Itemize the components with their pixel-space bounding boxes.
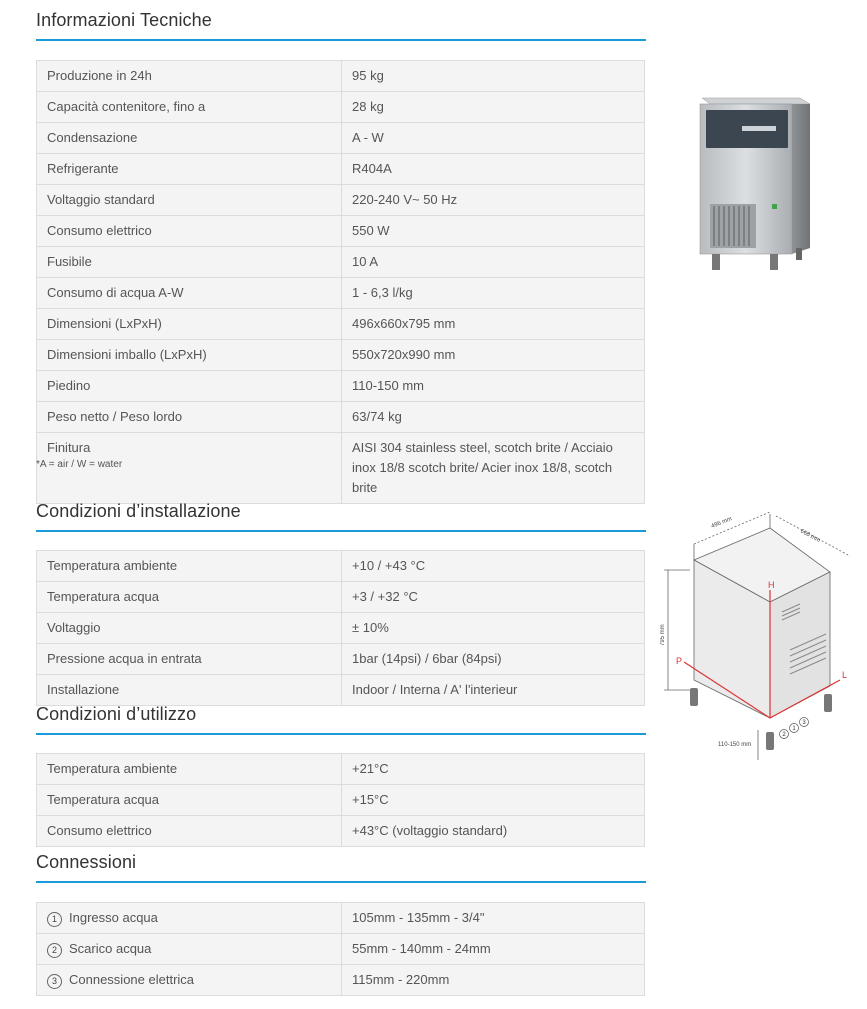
row-label-text: Temperatura acqua (47, 589, 160, 604)
row-label-text: Dimensioni imballo (LxPxH) (47, 347, 207, 362)
row-value: 55mm - 140mm - 24mm (342, 934, 645, 965)
row-value: AISI 304 stainless steel, scotch brite / Acciaio inox 18/8 scotch brite/ Acier inox 18/8, scotch brite (342, 433, 645, 504)
row-value: R404A (342, 154, 645, 185)
row-value: 10 A (342, 247, 645, 278)
row-label (37, 247, 342, 278)
row-label-text: Consumo elettrico (47, 223, 152, 238)
row-label (37, 61, 342, 92)
table-row (37, 965, 645, 996)
table-row (37, 92, 645, 123)
row-value: A - W (342, 123, 645, 154)
connections-table-body (37, 903, 645, 996)
table-row (37, 934, 645, 965)
row-value: 550x720x990 mm (342, 340, 645, 371)
axis-h-label: H (768, 580, 775, 590)
row-label-text: Temperatura acqua (47, 792, 160, 807)
table-row (37, 340, 645, 371)
install-table-body (37, 551, 645, 706)
table-row (37, 551, 645, 582)
row-value: 1bar (14psi) / 6bar (84psi) (342, 644, 645, 675)
row-label (37, 551, 342, 582)
axis-l-label: L (842, 670, 848, 680)
row-value: 110-150 mm (342, 371, 645, 402)
usage-table-body (37, 754, 645, 847)
table-row (37, 123, 645, 154)
row-value: 220-240 V~ 50 Hz (342, 185, 645, 216)
row-label-text: Produzione in 24h (47, 68, 152, 83)
row-label (37, 582, 342, 613)
row-label (37, 754, 342, 785)
row-label-text: Condensazione (47, 130, 138, 145)
row-value: +43°C (voltaggio standard) (342, 816, 645, 847)
table-row (37, 402, 645, 433)
row-label-text: Pressione acqua in entrata (47, 651, 202, 666)
row-label (37, 278, 342, 309)
row-value: 1 - 6,3 l/kg (342, 278, 645, 309)
table-row (37, 309, 645, 340)
row-value: Indoor / Interna / A' l'interieur (342, 675, 645, 706)
table-row (37, 754, 645, 785)
row-label-text: Temperatura ambiente (47, 558, 178, 573)
row-label (37, 644, 342, 675)
row-label (37, 816, 342, 847)
row-label-text: Connessione elettrica (69, 972, 195, 987)
row-value: +10 / +43 °C (342, 551, 645, 582)
row-value: +15°C (342, 785, 645, 816)
row-label-text: Installazione (47, 682, 120, 697)
callout-3-label: 3 (802, 720, 806, 726)
row-label-text: Refrigerante (47, 161, 119, 176)
row-label (37, 675, 342, 706)
table-row (37, 247, 645, 278)
usage-table (36, 753, 645, 847)
depth-dimension-label: 660 mm (799, 528, 822, 544)
section-title-install: Condizioni d’installazione (36, 501, 646, 532)
callout-2-label: 2 (782, 732, 786, 738)
condensation-note: *A = air / W = water (36, 459, 123, 470)
dimension-drawing (660, 510, 860, 770)
row-label (37, 92, 342, 123)
row-label (37, 934, 342, 965)
row-value: 496x660x795 mm (342, 309, 645, 340)
row-label-text: Dimensioni (LxPxH) (47, 316, 162, 331)
row-label-text: Consumo elettrico (47, 823, 152, 838)
table-row (37, 675, 645, 706)
row-label-text: Voltaggio standard (47, 192, 155, 207)
row-value: 95 kg (342, 61, 645, 92)
row-value: 115mm - 220mm (342, 965, 645, 996)
row-value: 550 W (342, 216, 645, 247)
section-title-connections: Connessioni (36, 852, 646, 883)
row-label-text: Voltaggio (47, 620, 101, 635)
table-row (37, 154, 645, 185)
row-label-text: Piedino (47, 378, 91, 393)
row-value: 63/74 kg (342, 402, 645, 433)
row-label (37, 613, 342, 644)
row-label (37, 185, 342, 216)
table-row (37, 278, 645, 309)
callout-1-label: 1 (792, 726, 796, 732)
table-row (37, 903, 645, 934)
table-row (37, 644, 645, 675)
feet-dimension-label: 110-150 mm (718, 742, 752, 748)
row-value: 28 kg (342, 92, 645, 123)
table-row (37, 433, 645, 504)
section-title-tech: Informazioni Tecniche (36, 10, 646, 41)
row-label (37, 154, 342, 185)
table-row (37, 613, 645, 644)
section-title-usage: Condizioni d’utilizzo (36, 704, 646, 735)
row-value: ± 10% (342, 613, 645, 644)
row-value: +21°C (342, 754, 645, 785)
connection-number-icon: 3 (47, 974, 62, 989)
row-value: +3 / +32 °C (342, 582, 645, 613)
row-label (37, 402, 342, 433)
row-label (37, 309, 342, 340)
tech-table-body (37, 61, 645, 504)
table-row (37, 216, 645, 247)
ice-machine-photo (690, 92, 820, 277)
row-value: 105mm - 135mm - 3/4" (342, 903, 645, 934)
table-row (37, 816, 645, 847)
table-row (37, 61, 645, 92)
row-label-text: Consumo di acqua A-W (47, 285, 184, 300)
row-label (37, 785, 342, 816)
row-label-text: Temperatura ambiente (47, 761, 178, 776)
tech-table (36, 60, 645, 504)
width-dimension-label: 496 mm (710, 516, 733, 530)
row-label (37, 216, 342, 247)
table-row (37, 371, 645, 402)
connection-number-icon: 2 (47, 943, 62, 958)
install-table (36, 550, 645, 706)
row-label (37, 371, 342, 402)
row-label (37, 340, 342, 371)
table-row (37, 785, 645, 816)
row-label-text: Finitura (47, 440, 91, 455)
height-dimension-label: 795 mm (660, 624, 666, 646)
row-label-text: Capacità contenitore, fino a (47, 99, 206, 114)
row-label-text: Ingresso acqua (69, 910, 158, 925)
axis-p-label: P (676, 656, 683, 666)
row-label (37, 123, 342, 154)
connection-number-icon: 1 (47, 912, 62, 927)
row-label (37, 903, 342, 934)
row-label-text: Peso netto / Peso lordo (47, 409, 183, 424)
table-row (37, 185, 645, 216)
row-label-text: Fusibile (47, 254, 92, 269)
row-label-text: Scarico acqua (69, 941, 152, 956)
table-row (37, 582, 645, 613)
row-label (37, 965, 342, 996)
connections-table (36, 902, 645, 996)
